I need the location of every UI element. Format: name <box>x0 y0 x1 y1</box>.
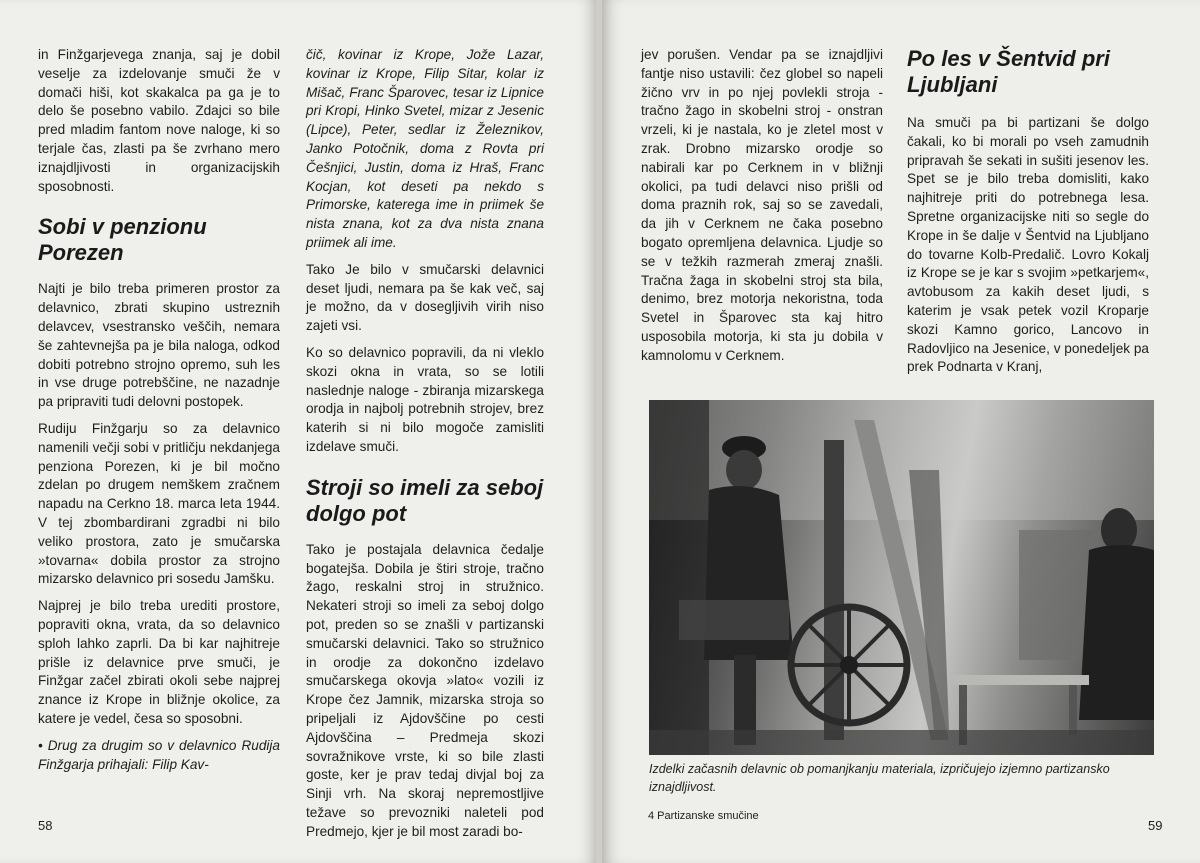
paragraph: čič, kovinar iz Krope, Jože Lazar, kovinar iz Krope, Filip Sitar, kolar iz Mišač, Franc Šparovec, tesar iz Lipnice pri Kropi, Hinko Svetel, mizar z Jesenic (Lipce), Peter, sedlar iz Železnikov, Janko Potočnik, doma z Rovta pri Češnjici, Justin, doma iz Hraš, Franc Kocjan, kot deseti pa nekdo s Primorske, katerega ime in priimek še nista znana, kot za dva nista znana priimek ali ime. <box>306 47 544 250</box>
left-column-1 <box>38 46 280 782</box>
right-page <box>602 0 1200 863</box>
left-page <box>0 0 598 863</box>
right-column-1 <box>641 46 883 374</box>
paragraph: Najti je bilo treba primeren prostor za delavnico, zbrati skupino ustreznih delavcev, vsestransko veščih, nemara še zahtevnejša pa je bila naloga, odkod dobiti potrebno strojno opremo, suh les in vse druge potrebščine, ne nazadnje pa pripraviti tudi delovni postopek. <box>38 281 280 410</box>
section-heading: Sobi v penzionu Porezen <box>38 214 207 266</box>
page-number: 59 <box>1148 818 1163 833</box>
section-heading: Stroji so imeli za seboj dolgo pot <box>306 474 544 526</box>
page-number: 58 <box>38 818 53 833</box>
paragraph: Tako Je bilo v smučarski delavnici deset ljudi, nemara pa še kak več, saj je možno, da v dosegljivih virih niso zajeti vsi. <box>306 261 544 334</box>
paragraph: Ko so delavnico popravili, da ni vleklo skozi okna in vrata, so se lotili naslednje naloge - zbiranja mizarskega orodja in najbolj potrebnih strojev, brez katerih si ni bilo mogoče zamisliti izdelave smuči. <box>306 344 544 454</box>
workshop-photo <box>649 400 1154 755</box>
paragraph: Na smuči pa bi partizani še dolgo čakali, ko bi morali po vseh zamudnih pripravah še sekati in sušiti jesenov les. Spet se je bilo treba domisliti, kako najhitreje priti do potrebnega lesa. Spretne organizacijske niti so segle do Krope in še dalje v Šentvid na Ljubljano do tovarne Kolb-Predalič. Lovro Kokalj iz Krope se je kar s svojim »petkarjem«, avtobusom za kakih deset ljudi, s katerim je vsak petek vozil Kroparje skozi Kamno gorico, Lancovo in Radovljico na Jesenice, v ponedeljek pa prek Podnarta v Kranj, <box>907 115 1149 375</box>
paragraph: Rudiju Finžgarju so za delavnico namenili večji sobi v pritličju nekdanjega penziona Porezen, ki je bil močno zdelan po drugem nemškem zračnem napadu na Cerkno 18. marca leta 1944. V tej zbombardirani zgradbi ni bilo veliko prostora, zato je smučarska »tovarna« dobila prostor za strojno mizarsko delavnico pri sosedu Jamšku. <box>38 420 280 587</box>
paragraph: • Drug za drugim so v delavnico Rudija Finžgarja prihajali: Filip Kav- <box>38 737 280 772</box>
chapter-footer: 4 Partizanske smučine <box>648 810 759 822</box>
left-column-2 <box>306 46 544 849</box>
paragraph: in Finžgarjevega znanja, saj je dobil veselje za izdelovanje smuči že v domači hiši, kot skakalca pa ga je to delo še posebno vabilo. Zdajci so bile pred mladim fantom nove naloge, ki so terjale čas, zlasti pa še zvrhano mero iznajdljivosti in organizacijskih sposobnosti. <box>38 47 280 194</box>
paragraph: jev porušen. Vendar pa se iznajdljivi fantje niso ustavili: čez globel so napeli žično vrv in po njej povlekli stroja - tračno žago in skobelni stroj - onstran vrzeli, ki je nastala, ko je zletel most v zrak. Drobno mizarsko orodje so nabirali kar po Cerknem in v bližnji okolici, pa tudi delavci niso prišli od doma praznih rok, saj so se zavedali, da jih v Cerknem ne čaka posebno bogato opremljena delavnica. Ljudje so se v težkih razmerah zmeraj znašli. Tračna žaga in skobelni stroj sta bila, denimo, brez motorja nekoristna, toda Svetel in Šparovec sta kaj hitro usposobila motorja, ki sta ju dobila v kamnolomu v Cerknem. <box>641 47 883 363</box>
photo-caption: Izdelki začasnih delavnic ob pomanjkanju materiala, izpričujejo izjemno partizansko iznajdljivost. <box>649 762 1110 794</box>
paragraph: Tako je postajala delavnica čedalje bogatejša. Dobila je štiri stroje, tračno žago, reskalni stroj in stružnico. Nekateri stroji so imeli za seboj dolgo pot, preden so se znašli v partizanski smučarski delavnici. Tako so stružnico in orodje za dokončno izdelavo smučarskega okovja »lato« vozili iz Krope čez Jamnik, mizarska stroja so pripeljali iz Ajdovščine po cesti Ajdovščina – Predmeja skozi sovražnikove vrste, ki so bile zlasti goste, ker je prav tedaj divjal boj za Sinji vrh. Na skoraj nepremostljive težave so prevozniki naleteli pod Predmejo, kjer je bil most zaradi bo- <box>306 541 544 839</box>
paragraph: Najprej je bilo treba urediti prostore, popraviti okna, vrata, da so delavnico sploh lahko zaprli. Da bi kar najhitreje prišle iz delavnice prve smuči, je Finžgar začel zbirati okoli sebe najprej znance iz Krope in bližnje okolice, za katere je vedel, česa so sposobni. <box>38 598 280 726</box>
section-heading: Po les v Šentvid pri Ljubljani <box>907 46 1110 97</box>
right-column-2 <box>907 46 1149 385</box>
